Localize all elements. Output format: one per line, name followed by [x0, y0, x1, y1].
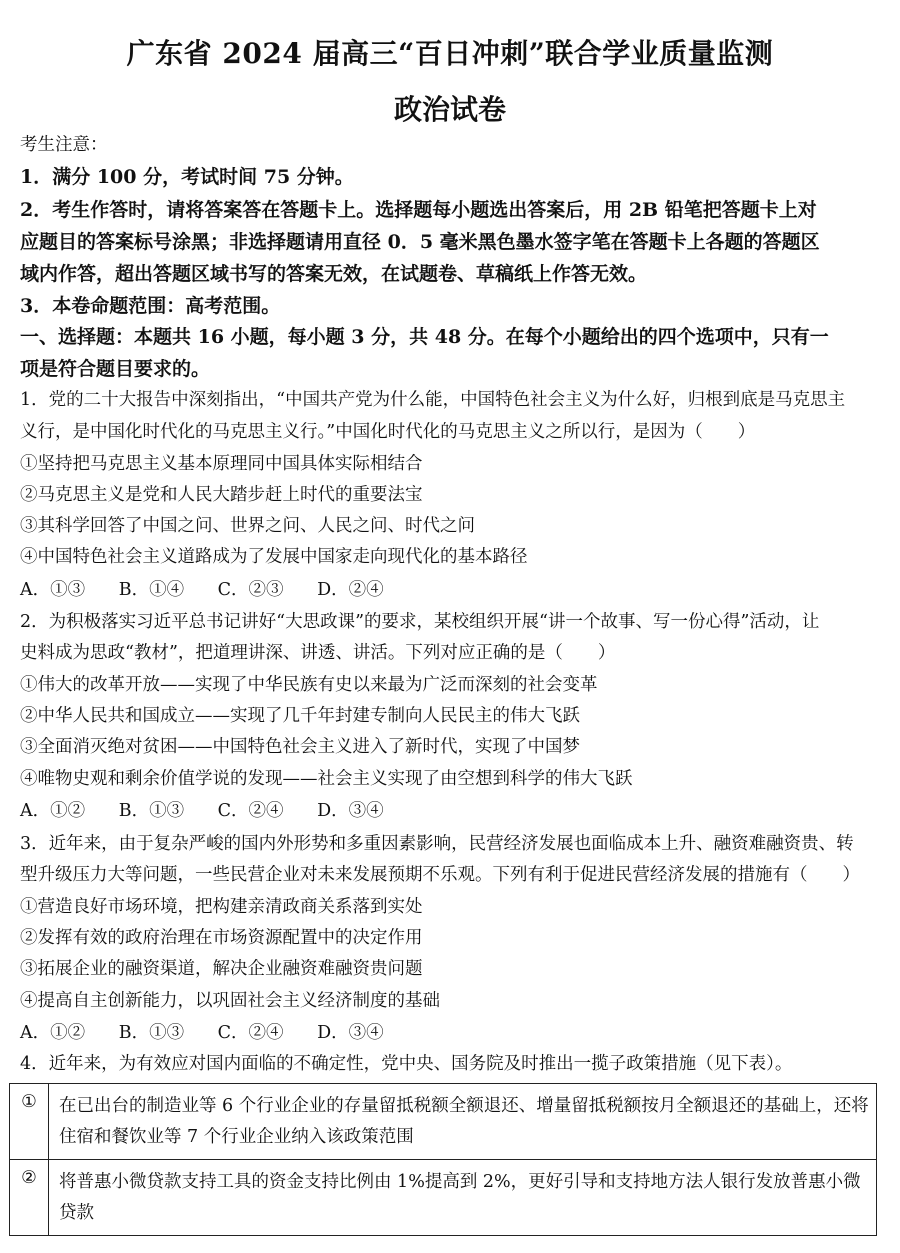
q3-option-d[interactable]: D．③④ [317, 1023, 384, 1043]
q3-option-a[interactable]: A．①② [20, 1023, 86, 1043]
exam-title: 广东省 2024 届高三“百日冲刺”联合学业质量监测 [126, 37, 774, 70]
q3-statement-2: ②发挥有效的政府治理在市场资源配置中的决定作用 [20, 928, 423, 948]
q2-option-a[interactable]: A．①② [20, 801, 86, 821]
table-row-number: ② [10, 1160, 49, 1236]
table-row-number: ① [10, 1084, 49, 1160]
q2-options [20, 803, 412, 821]
notice-item-1: 1．满分 100 分，考试时间 75 分钟。 [20, 166, 354, 188]
q2-statement-4: ④唯物史观和剩余价值学说的发现——社会主义实现了由空想到科学的伟大飞跃 [20, 769, 633, 789]
q2-option-b[interactable]: B．①③ [118, 801, 185, 821]
q1-statement-2: ②马克思主义是党和人民大踏步赶上时代的重要法宝 [20, 485, 423, 505]
section-heading: 一、选择题：本题共 16 小题，每小题 3 分，共 48 分。在每个小题给出的四个选项中，只有一 [20, 326, 829, 348]
q1-option-d[interactable]: D．②④ [317, 580, 384, 600]
q1-stem-line-2: 义行，是中国化时代化的马克思主义行。”中国化时代化的马克思主义之所以行，是因为（ ） [20, 422, 756, 442]
table-row-text: 将普惠小微贷款支持工具的资金支持比例由 1%提高到 2%，更好引导和支持地方法人银行发放普惠小微贷款 [49, 1160, 877, 1236]
q3-stem-line-1: 3．近年来，由于复杂严峻的国内外形势和多重因素影响，民营经济发展也面临成本上升、融资难融资贵、转 [20, 834, 854, 854]
exam-subject-title: 政治试卷 [393, 93, 506, 126]
q2-statement-3: ③全面消灭绝对贫困——中国特色社会主义进入了新时代，实现了中国梦 [20, 737, 580, 757]
q3-options [20, 1025, 412, 1043]
q3-statement-4: ④提高自主创新能力，以巩固社会主义经济制度的基础 [20, 991, 440, 1011]
q3-statement-3: ③拓展企业的融资渠道，解决企业融资难融资贵问题 [20, 959, 423, 979]
q3-option-b[interactable]: B．①③ [118, 1023, 185, 1043]
q3-stem-line-2: 型升级压力大等问题，一些民营企业对未来发展预期不乐观。下列有利于促进民营经济发展的措施有（ ） [20, 865, 860, 885]
q1-stem-line-1: 1．党的二十大报告中深刻指出，“中国共产党为什么能，中国特色社会主义为什么好，归根到底是马克思主 [20, 390, 846, 410]
q2-statement-2: ②中华人民共和国成立——实现了几千年封建专制向人民民主的伟大飞跃 [20, 706, 580, 726]
q1-option-b[interactable]: B．①④ [118, 580, 185, 600]
q2-stem-line-2: 史料成为思政“教材”，把道理讲深、讲透、讲活。下列对应正确的是（ ） [20, 643, 616, 663]
q1-statement-3: ③其科学回答了中国之问、世界之问、人民之问、时代之问 [20, 516, 475, 536]
q4-stem-line-1: 4．近年来，为有效应对国内面临的不确定性，党中央、国务院及时推出一揽子政策措施（见下表）。 [20, 1054, 793, 1074]
q1-statement-1: ①坚持把马克思主义基本原理同中国具体实际相结合 [20, 454, 423, 474]
table-row-text: 在已出台的制造业等 6 个行业企业的存量留抵税额全额退还、增量留抵税额按月全额退还的基础上，还将住宿和餐饮业等 7 个行业企业纳入该政策范围 [49, 1084, 877, 1160]
q2-statement-1: ①伟大的改革开放——实现了中华民族有史以来最为广泛而深刻的社会变革 [20, 675, 598, 695]
q2-option-d[interactable]: D．③④ [317, 801, 384, 821]
section-heading-cont: 项是符合题目要求的。 [20, 358, 211, 380]
notice-item-2: 2．考生作答时，请将答案答在答题卡上。选择题每小题选出答案后，用 2B 铅笔把答题卡上对 [20, 199, 817, 221]
q1-statement-4: ④中国特色社会主义道路成为了发展中国家走向现代化的基本路径 [20, 547, 528, 567]
q1-option-c[interactable]: C．②③ [217, 580, 284, 600]
q3-option-c[interactable]: C．②④ [217, 1023, 284, 1043]
table-row [10, 1084, 877, 1160]
q3-statement-1: ①营造良好市场环境，把构建亲清政商关系落到实处 [20, 897, 423, 917]
q2-stem-line-1: 2．为积极落实习近平总书记讲好“大思政课”的要求，某校组织开展“讲一个故事、写一份心得”活动，让 [20, 612, 820, 632]
notice-item-2-cont-1: 应题目的答案标号涂黑；非选择题请用直径 0．5 毫米黑色墨水签字笔在答题卡上各题的答题区 [20, 231, 820, 253]
notice-item-2-cont-2: 域内作答，超出答题区域书写的答案无效，在试题卷、草稿纸上作答无效。 [20, 263, 648, 285]
table-row [10, 1160, 877, 1236]
notice-item-3: 3．本卷命题范围：高考范围。 [20, 295, 281, 317]
q2-option-c[interactable]: C．②④ [217, 801, 284, 821]
q1-option-a[interactable]: A．①③ [20, 580, 86, 600]
policy-table [9, 1083, 877, 1236]
q1-options [20, 582, 412, 600]
notice-heading: 考生注意： [20, 135, 108, 155]
